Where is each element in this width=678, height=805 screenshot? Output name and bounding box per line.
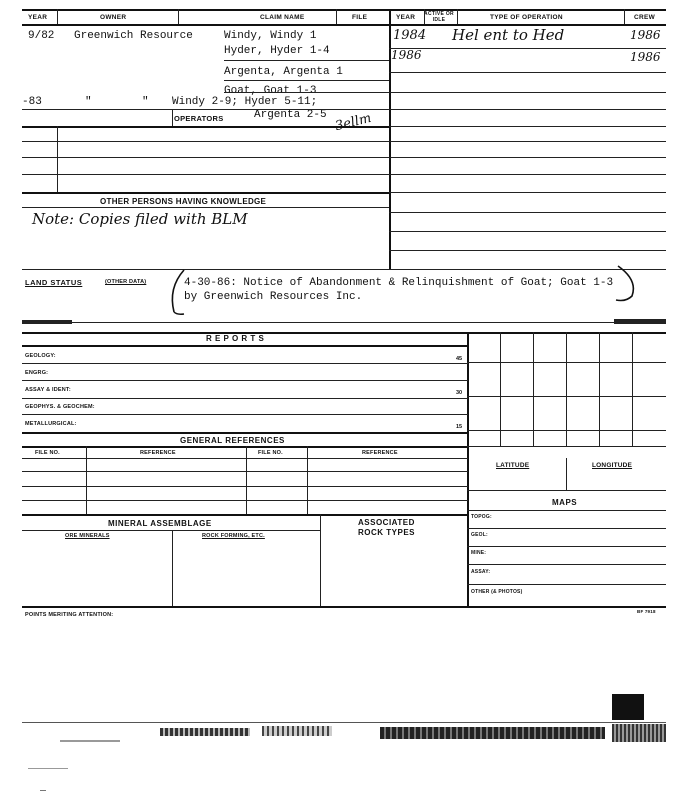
scan-artifact-block [612,694,644,720]
longitude-label: LONGITUDE [592,462,633,469]
row-line [22,380,468,381]
col-header-year: YEAR [28,14,48,21]
row-line [467,564,666,565]
geology-label: GEOLOGY: [25,353,56,359]
handwritten-year-1984: 1984 [393,28,427,43]
scan-artifact-noise [60,740,120,742]
row-line [389,212,666,213]
row-line [224,80,389,81]
row-line [389,231,666,232]
claim-line-3: Argenta, Argenta 1 [224,66,343,78]
col-divider [424,9,425,24]
col-header-owner: OWNER [100,14,127,21]
row-line [22,192,389,194]
row-line [22,471,468,472]
row-line [22,332,666,334]
col-divider [336,9,337,24]
col-header-crew: CREW [634,14,656,21]
row-line [467,510,666,511]
file-no-header: FILE NO. [35,450,60,456]
mineral-assemblage-title: MINERAL ASSEMBLAGE [108,519,212,528]
claim-line-2: Hyder, Hyder 1-4 [224,45,330,57]
reports-title: R E P O R T S [206,334,265,343]
maps-other-label: OTHER (& PHOTOS) [471,589,523,595]
col-divider [307,446,308,514]
row-line [389,157,666,158]
maps-assay-label: ASSAY: [471,569,491,575]
row-line [22,530,320,531]
file-no-header-2: FILE NO. [258,450,283,456]
handwritten-year-1986: 1986 [391,48,422,62]
latitude-label: LATITUDE [496,462,530,469]
land-status-sub: (OTHER DATA) [105,279,147,285]
assay-ident-label: ASSAY & IDENT: [25,387,71,393]
row-line [467,584,666,585]
row2-year: -83 [22,96,42,108]
row-line [22,126,389,128]
grid-line [467,430,666,431]
associated-label: ASSOCIATED [358,518,415,527]
col-divider [86,446,87,514]
row-line [389,174,666,175]
row-line [22,486,468,487]
claim-line-5: Windy 2-9; Hyder 5-11; [172,96,318,108]
maps-geol-label: GEOL: [471,532,488,538]
row-line [467,528,666,529]
row-line [389,72,666,73]
col-divider [178,9,179,24]
engrg-label: ENGRG: [25,370,49,376]
operators-label: OPERATORS [174,114,224,123]
points-meriting-attention-label: POINTS MERITING ATTENTION: [25,612,114,618]
grid-line [467,396,666,397]
scan-artifact-noise [612,724,666,742]
bottom-border [22,606,666,608]
row-line [22,174,389,175]
rock-types-label: ROCK TYPES [358,528,416,537]
row-line [389,109,666,110]
scan-artifact-noise [40,790,46,791]
scan-artifact-noise [160,728,250,736]
row-line [22,345,468,347]
maps-mine-label: MINE: [471,550,487,556]
row-line [22,157,389,158]
col-header-year2: YEAR [396,14,416,21]
grid-line [566,332,567,446]
row-line [389,92,666,93]
scan-bar-right [614,319,666,324]
row-line [22,141,389,142]
handwritten-crew-2: 1986 [630,50,661,64]
grid-line [467,362,666,363]
reference-header-2: REFERENCE [362,450,398,456]
claim-line-4: Goat, Goat 1-3 [224,85,317,97]
scan-artifact-noise [28,768,68,769]
handwritten-note: Note: Copies filed with BLM [32,210,248,228]
page-number-30: 30 [456,390,463,396]
col-divider [172,530,173,606]
geophys-geochem-label: GEOPHYS. & GEOCHEM: [25,404,95,410]
scan-artifact-line [22,722,666,723]
row2-ditto-owner-2: " [142,96,149,108]
handwritten-bracket-marks [166,262,646,318]
col-header-claim-name: CLAIM NAME [260,14,305,21]
grid-line [632,332,633,446]
maps-title: MAPS [552,498,578,507]
metallurgical-label: METALLURGICAL: [25,421,77,427]
col-divider [172,109,173,126]
form-number: BF 7918 [637,609,656,614]
land-status-line-1: 4-30-86: Notice of Abandonment & Relinquishment of Goat; Goat 1-3 [184,277,614,289]
col-divider [457,9,458,24]
page-number-15: 15 [456,424,463,430]
row-line [224,60,389,61]
col-divider [57,9,58,24]
claim-line-1: Windy, Windy 1 [224,30,317,42]
row-line [389,192,666,193]
operators-value: Argenta 2-5 [254,109,327,121]
page-number-45: 45 [456,356,463,362]
col-header-file: FILE [352,14,368,21]
row-line [22,363,468,364]
row-line [22,432,468,434]
row-line [22,500,468,501]
row-line [389,141,666,142]
ore-minerals-header: ORE MINERALS [65,533,110,539]
grid-line [566,458,567,490]
scan-artifact-noise [380,727,605,739]
reference-header: REFERENCE [140,450,176,456]
row-line [22,446,468,448]
col-divider [624,9,625,24]
row-line [389,48,666,49]
row2-ditto-owner: " [85,96,92,108]
col-divider [320,514,321,606]
col-divider [57,126,58,192]
other-persons-label: OTHER PERSONS HAVING KNOWLEDGE [100,197,267,206]
rock-forming-header: ROCK FORMING, ETC. [202,533,265,539]
grid-line [533,332,534,446]
row-line [224,92,389,93]
col-divider [246,446,247,514]
maps-topog-label: TOPOG: [471,514,492,520]
grid-line [599,332,600,446]
row-line [22,458,468,459]
row1-year: 9/82 [28,30,55,42]
grid-line [467,446,666,447]
row-line [22,514,468,516]
row-line [389,250,666,251]
top-border [22,9,666,11]
general-references-title: GENERAL REFERENCES [180,436,285,445]
row-line [22,414,468,415]
row1-owner: Greenwich Resource [74,30,193,42]
grid-line [500,332,501,446]
row-line [467,490,666,491]
handwritten-operation: Hel ent to Hed [452,26,565,44]
handwritten-crew-1: 1986 [630,28,661,42]
row-line [22,207,389,208]
land-status-label: LAND STATUS [25,278,83,287]
scan-artifact-noise [262,726,332,736]
header-bottom-line [22,24,666,26]
col-header-active-or-idle: ACTIVE OR IDLE [424,11,454,23]
row-line [22,109,389,110]
row-line [467,546,666,547]
row-line [22,398,468,399]
land-status-line-2: by Greenwich Resources Inc. [184,291,363,303]
handwritten-initials: 3ellm [333,110,373,135]
section-divider [22,322,666,323]
col-header-type-of-operation: TYPE OF OPERATION [490,14,563,21]
row-line [389,126,666,127]
